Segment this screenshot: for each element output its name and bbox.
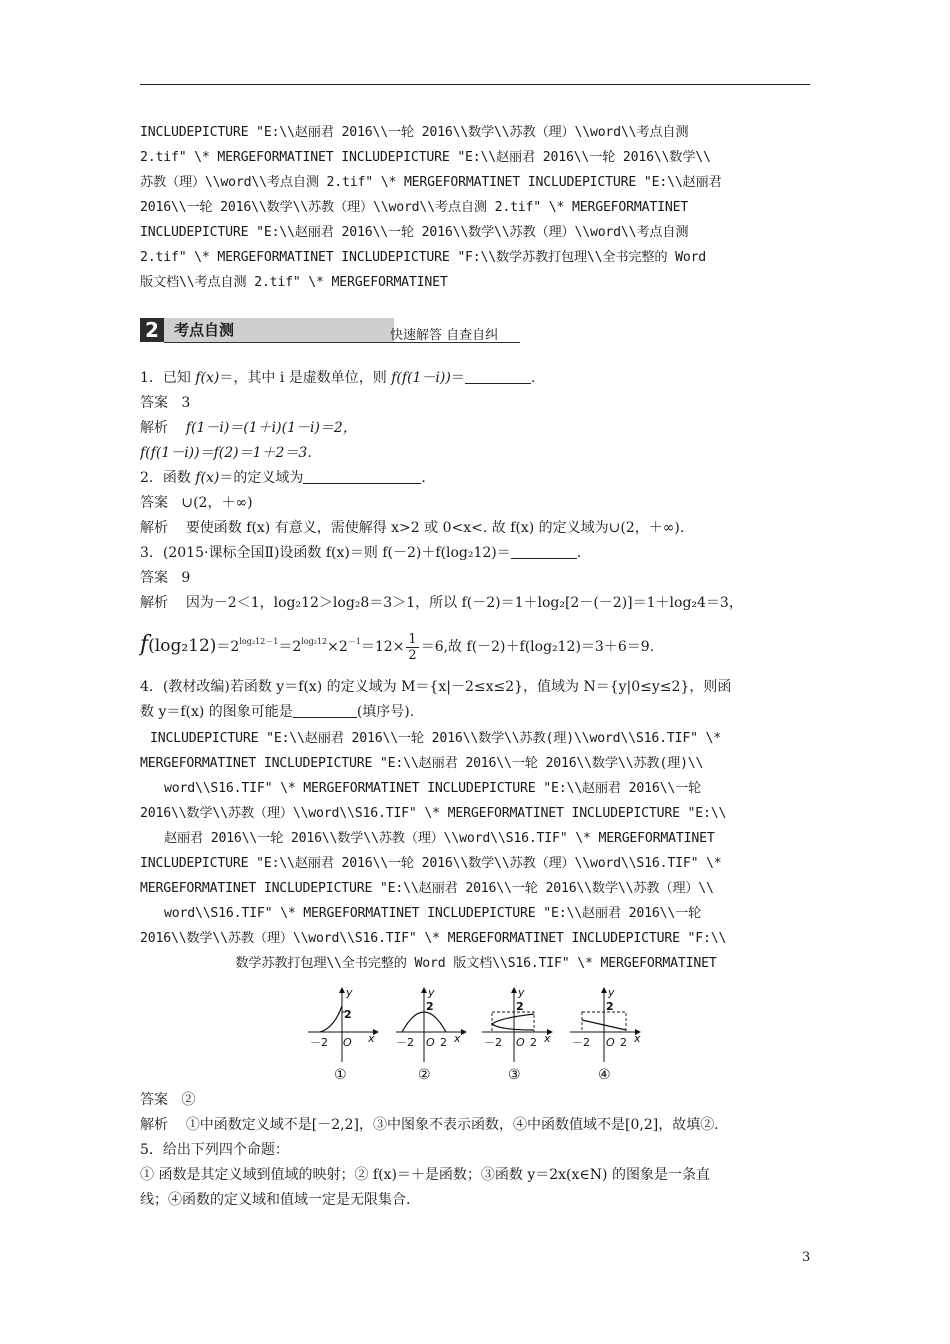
answer-value: 3: [181, 395, 191, 411]
q2-answer: [140, 491, 812, 516]
graph-label: ②: [418, 1067, 431, 1083]
q2-text-post: ＝的定义域为: [219, 470, 304, 486]
fraction-denominator: 2: [408, 647, 417, 663]
answer-label: 答案: [140, 395, 168, 411]
answer-label: 答案: [140, 570, 168, 586]
q4-answer-and-q5: [140, 1088, 812, 1213]
graph-label: ④: [598, 1067, 611, 1083]
fraction-numerator: 1: [408, 631, 417, 647]
q3-analysis: [140, 591, 812, 616]
code-line: 2.tif" \* MERGEFORMATINET INCLUDEPICTURE "F:\\数学苏教打包理\\全书完整的 Word: [140, 250, 707, 265]
q1-question: 1．已知 f(x)＝，其中 i 是虚数单位，则 f(f(1－i))＝ .: [140, 370, 536, 386]
code-line: 2016\\数学\\苏教（理）\\word\\S16.TIF" \* MERGEFORMATINET INCLUDEPICTURE "E:\\: [140, 806, 727, 821]
code-line: INCLUDEPICTURE "E:\\赵丽君 2016\\一轮 2016\\数学\\苏教（理）\\word\\考点自测: [140, 225, 689, 240]
q2-analysis: [140, 516, 812, 541]
formula-part: ＝12×: [360, 639, 405, 655]
analysis-label: 解析: [140, 595, 168, 611]
analysis-text: ①中函数定义域不是[－2,2]，③中图象不表示函数，④中函数值域不是[0,2]，故填②.: [185, 1117, 719, 1133]
tick-2: 2: [516, 1000, 524, 1013]
q3-formula: [140, 622, 812, 668]
code-line: 2016\\数学\\苏教（理）\\word\\S16.TIF" \* MERGEFORMATINET INCLUDEPICTURE "F:\\: [140, 931, 727, 946]
analysis-text: f(1－i)＝(1＋i)(1－i)＝2，: [185, 420, 357, 436]
graph-3: [482, 986, 552, 1083]
analysis-text: 要使函数 f(x) 有意义，需使解得 x>2 或 0<x<. 故 f(x) 的定义域为∪(2，＋∞).: [185, 520, 685, 536]
q1-fx: f(x): [195, 370, 220, 386]
q1-answer: [140, 391, 812, 416]
code-line: 赵丽君 2016\\一轮 2016\\数学\\苏教（理）\\word\\S16.TIF" \* MERGEFORMATINET: [164, 831, 715, 846]
graph-2: [396, 986, 466, 1083]
origin-label: O: [606, 1036, 615, 1049]
analysis-label: 解析: [140, 420, 168, 436]
axis-x-label: x: [454, 1032, 461, 1045]
answer-blank: [511, 544, 577, 559]
q1-analysis: [140, 416, 812, 441]
code-line: INCLUDEPICTURE "E:\\赵丽君 2016\\一轮 2016\\数学\\苏教（理）\\word\\S16.TIF" \*: [140, 856, 722, 871]
code-line: 苏教（理）\\word\\考点自测 2.tif" \* MERGEFORMATINET INCLUDEPICTURE "E:\\赵丽君: [140, 175, 722, 190]
q2-fx: f(x): [195, 470, 220, 486]
q1-analysis-2: f(f(1－i))＝f(2)＝1＋2＝3.: [140, 445, 312, 461]
formula-part: ×2: [327, 639, 348, 655]
function-graphs: [300, 984, 660, 1084]
formula-exponent: log₂12: [301, 637, 328, 646]
code-line: MERGEFORMATINET INCLUDEPICTURE "E:\\赵丽君 2016\\一轮 2016\\数学\\苏教(理)\\: [140, 756, 704, 771]
answer-blank: [303, 469, 421, 484]
section-subtitle: 快速解答 自查自纠: [390, 328, 499, 343]
tick-2: 2: [344, 1008, 352, 1021]
section-title: 考点自测: [174, 321, 235, 339]
tick-2: 2: [606, 1000, 614, 1013]
answer-label: 答案: [140, 495, 168, 511]
formula-arg: (log₂12): [148, 636, 217, 656]
q4-line2: [140, 700, 812, 725]
q1-text-mid: ＝，其中 i 是虚数单位，则: [219, 370, 392, 386]
analysis-text: 因为－2＜1，log₂12＞log₂8＝3＞1，所以 f(－2)＝1＋log₂[2－(－2)]＝1＋log₂4＝3，: [185, 595, 743, 611]
axis-y-label: y: [346, 986, 353, 999]
section-header: [140, 318, 520, 344]
tick-2-x: 2: [530, 1036, 537, 1049]
q4-text: 数 y＝f(x) 的图象可能是: [140, 704, 293, 720]
q5-line2: ① 函数是其定义域到值域的映射；② f(x)＝＋是函数；③函数 y＝2x(x∈N) 的图象是一条直: [140, 1167, 710, 1183]
formula-f: f: [140, 632, 149, 657]
code-line: 2.tif" \* MERGEFORMATINET INCLUDEPICTURE "E:\\赵丽君 2016\\一轮 2016\\数学\\: [140, 150, 711, 165]
q5-line1: 5．给出下列四个命题：: [140, 1142, 289, 1158]
analysis-label: 解析: [140, 520, 168, 536]
q3-text: 3．(2015·课标全国Ⅱ)设函数 f(x)＝则 f(－2)＋f(log₂12)＝: [140, 545, 511, 561]
tick-neg2: －2: [572, 1036, 590, 1049]
graph-label: ③: [508, 1067, 521, 1083]
formula-tail: ＝6,故 f(－2)＋f(log₂12)＝3＋6＝9.: [420, 639, 655, 655]
axis-x-label: x: [544, 1032, 551, 1045]
q4-analysis: [140, 1113, 812, 1138]
graph-4: [570, 986, 641, 1083]
tick-2: 2: [426, 1000, 434, 1013]
axis-y-label: y: [608, 986, 615, 999]
page-number: 3: [802, 1250, 811, 1265]
formula-part: ＝2: [278, 639, 302, 655]
code-line: 2016\\一轮 2016\\数学\\苏教（理）\\word\\考点自测 2.tif" \* MERGEFORMATINET: [140, 200, 689, 215]
q2-question: 2．函数 f(x)＝的定义域为 .: [140, 470, 426, 486]
section-number: 2: [140, 318, 164, 342]
code-line: INCLUDEPICTURE "E:\\赵丽君 2016\\一轮 2016\\数学\\苏教(理)\\word\\S16.TIF" \*: [150, 731, 722, 746]
question-4: [140, 675, 812, 725]
header-field-codes: [140, 120, 812, 295]
answer-blank: [293, 703, 357, 718]
code-line: word\\S16.TIF" \* MERGEFORMATINET INCLUDEPICTURE "E:\\赵丽君 2016\\一轮: [164, 906, 702, 921]
code-line: 版文档\\考点自测 2.tif" \* MERGEFORMATINET: [140, 275, 448, 290]
axis-x-label: x: [368, 1032, 375, 1045]
q4-field-codes: [140, 726, 812, 976]
answer-label: 答案: [140, 1092, 168, 1108]
origin-label: O: [343, 1036, 352, 1049]
tick-neg2: －2: [484, 1036, 502, 1049]
q1-text-post: ＝: [450, 370, 465, 386]
q4-text-post: (填序号).: [356, 704, 415, 720]
header-rule: [140, 84, 810, 85]
answer-blank: [465, 369, 531, 384]
tick-2-x: 2: [620, 1036, 627, 1049]
q3-answer: [140, 566, 812, 591]
tick-neg2: －2: [396, 1036, 414, 1049]
origin-label: O: [426, 1036, 435, 1049]
graph-label: ①: [334, 1067, 347, 1083]
q4-answer: [140, 1088, 812, 1113]
answer-value: 9: [181, 570, 191, 586]
origin-label: O: [516, 1036, 525, 1049]
formula-exponent: log₂12－1: [239, 637, 279, 646]
axis-y-label: y: [518, 986, 525, 999]
q3-question: 3．(2015·课标全国Ⅱ)设函数 f(x)＝则 f(－2)＋f(log₂12)＝ .: [140, 545, 582, 561]
q1-text: 1．已知: [140, 370, 196, 386]
q1-ff: f(f(1－i)): [391, 370, 451, 386]
fraction: [406, 632, 418, 663]
tick-neg2: －2: [310, 1036, 328, 1049]
q2-text: 2．函数: [140, 470, 196, 486]
code-line: word\\S16.TIF" \* MERGEFORMATINET INCLUDEPICTURE "E:\\赵丽君 2016\\一轮: [164, 781, 702, 796]
code-line: MERGEFORMATINET INCLUDEPICTURE "E:\\赵丽君 2016\\一轮 2016\\数学\\苏教（理）\\: [140, 881, 714, 896]
tick-2-x: 2: [440, 1036, 447, 1049]
section-underline: [164, 342, 520, 343]
code-line: INCLUDEPICTURE "E:\\赵丽君 2016\\一轮 2016\\数学\\苏教（理）\\word\\考点自测: [140, 125, 689, 140]
questions-1-3: [140, 366, 812, 616]
graph-1: [308, 986, 378, 1083]
axis-x-label: x: [634, 1032, 641, 1045]
axis-y-label: y: [428, 986, 435, 999]
answer-value: ∪(2，＋∞): [181, 495, 253, 511]
analysis-label: 解析: [140, 1117, 168, 1133]
formula-part: ＝2: [216, 639, 240, 655]
answer-value: ②: [181, 1092, 196, 1108]
formula-exponent: －1: [347, 637, 361, 646]
q5-line3: 线；④函数的定义域和值域一定是无限集合.: [140, 1192, 411, 1208]
q4-line1: 4．(教材改编)若函数 y＝f(x) 的定义域为 M＝{x|－2≤x≤2}，值域为 N＝{y|0≤y≤2}，则函: [140, 679, 732, 695]
code-line: 数学苏教打包理\\全书完整的 Word 版文档\\S16.TIF" \* MERGEFORMATINET: [235, 956, 717, 971]
